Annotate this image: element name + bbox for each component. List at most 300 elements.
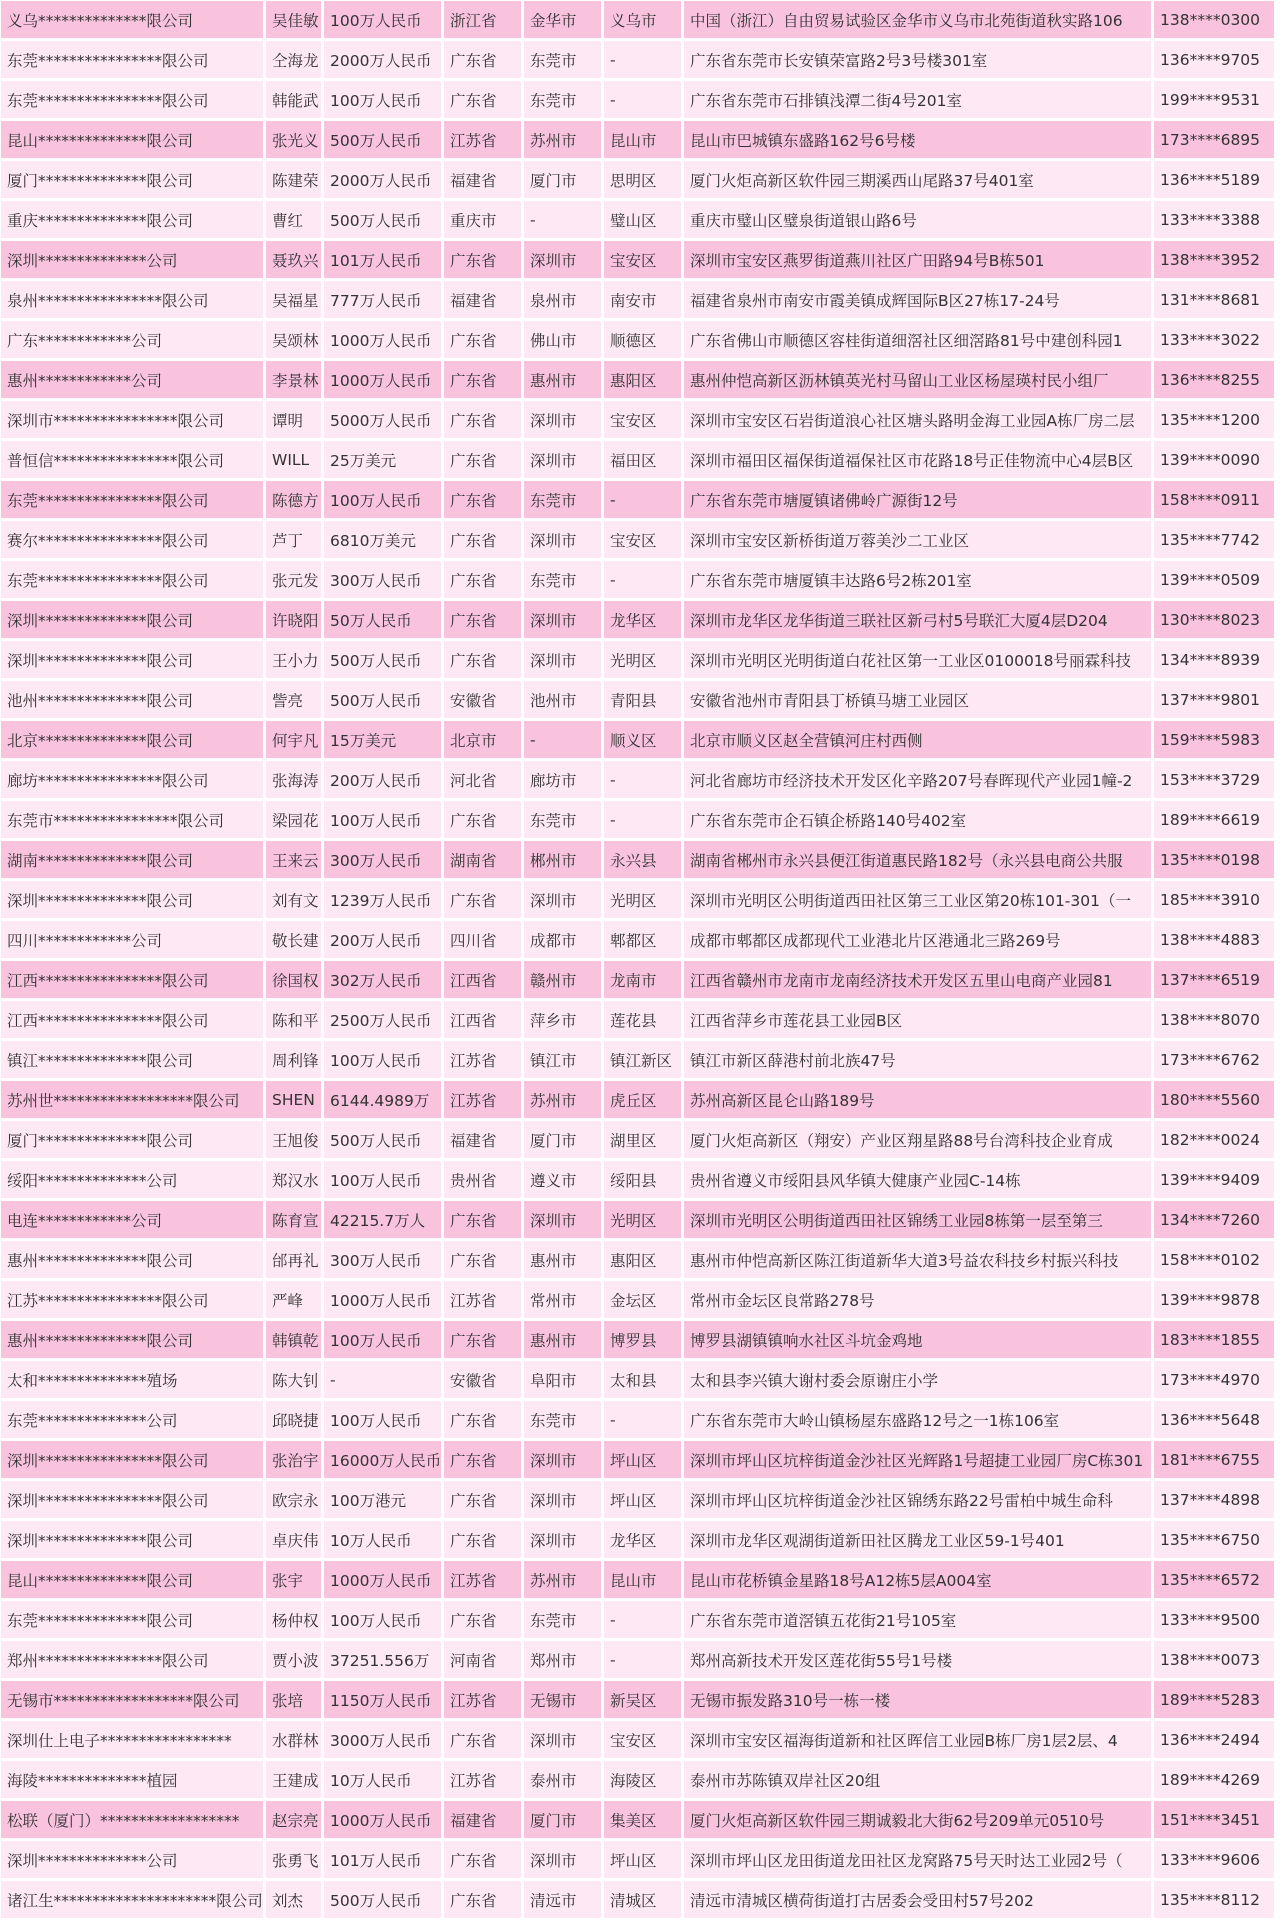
province-cell: 广东省 bbox=[443, 240, 523, 280]
province-cell: 广东省 bbox=[443, 1440, 523, 1480]
phone-cell: 137****6519 bbox=[1153, 960, 1276, 1000]
company-name-cell: 惠州**************限公司 bbox=[0, 1320, 265, 1360]
registered-capital-cell: 500万人民币 bbox=[323, 1120, 443, 1160]
phone-cell: 138****3952 bbox=[1153, 240, 1276, 280]
province-cell: 广东省 bbox=[443, 800, 523, 840]
registered-capital-cell: 777万人民币 bbox=[323, 280, 443, 320]
phone-cell: 130****8023 bbox=[1153, 600, 1276, 640]
city-cell: 佛山市 bbox=[523, 320, 603, 360]
phone-cell: 133****3388 bbox=[1153, 200, 1276, 240]
registered-capital-cell: 1000万人民币 bbox=[323, 1280, 443, 1320]
district-cell: 永兴县 bbox=[603, 840, 683, 880]
province-cell: 贵州省 bbox=[443, 1160, 523, 1200]
address-cell: 广东省东莞市企石镇企桥路140号402室 bbox=[683, 800, 1153, 840]
address-cell: 苏州高新区昆仑山路189号 bbox=[683, 1080, 1153, 1120]
address-cell: 贵州省遵义市绥阳县风华镇大健康产业园C-14栋 bbox=[683, 1160, 1153, 1200]
phone-cell: 134****8939 bbox=[1153, 640, 1276, 680]
province-cell: 江苏省 bbox=[443, 1040, 523, 1080]
table-row bbox=[0, 1760, 1276, 1800]
company-name-cell: 苏州世******************限公司 bbox=[0, 1080, 265, 1120]
legal-rep-cell: 何宇凡 bbox=[265, 720, 323, 760]
phone-cell: 136****8255 bbox=[1153, 360, 1276, 400]
address-cell: 深圳市福田区福保街道福保社区市花路18号正佳物流中心4层B区 bbox=[683, 440, 1153, 480]
address-cell: 镇江市新区薛港村前北族47号 bbox=[683, 1040, 1153, 1080]
province-cell: 北京市 bbox=[443, 720, 523, 760]
province-cell: 广东省 bbox=[443, 320, 523, 360]
company-name-cell: 深圳市****************限公司 bbox=[0, 400, 265, 440]
phone-cell: 135****0198 bbox=[1153, 840, 1276, 880]
company-name-cell: 海陵**************植园 bbox=[0, 1760, 265, 1800]
address-cell: 广东省佛山市顺德区容桂街道细滘社区细滘路81号中建创科园1 bbox=[683, 320, 1153, 360]
district-cell: 坪山区 bbox=[603, 1840, 683, 1880]
legal-rep-cell: 张宇 bbox=[265, 1560, 323, 1600]
province-cell: 广东省 bbox=[443, 560, 523, 600]
legal-rep-cell: 曹红 bbox=[265, 200, 323, 240]
district-cell: 光明区 bbox=[603, 640, 683, 680]
address-cell: 惠州仲恺高新区沥林镇英光村马留山工业区杨屋瑛村民小组厂 bbox=[683, 360, 1153, 400]
phone-cell: 199****9531 bbox=[1153, 80, 1276, 120]
legal-rep-cell: 仝海龙 bbox=[265, 40, 323, 80]
city-cell: - bbox=[523, 720, 603, 760]
phone-cell: 136****2494 bbox=[1153, 1720, 1276, 1760]
table-row bbox=[0, 1240, 1276, 1280]
company-name-cell: 昆山**************限公司 bbox=[0, 120, 265, 160]
legal-rep-cell: 吴佳敏 bbox=[265, 0, 323, 40]
legal-rep-cell: 张治宇 bbox=[265, 1440, 323, 1480]
company-name-cell: 湖南**************限公司 bbox=[0, 840, 265, 880]
table-row bbox=[0, 200, 1276, 240]
table-row bbox=[0, 600, 1276, 640]
table-row bbox=[0, 1520, 1276, 1560]
province-cell: 广东省 bbox=[443, 440, 523, 480]
address-cell: 深圳市宝安区石岩街道浪心社区塘头路明金海工业园A栋厂房二层 bbox=[683, 400, 1153, 440]
registered-capital-cell: 15万美元 bbox=[323, 720, 443, 760]
registered-capital-cell: 1000万人民币 bbox=[323, 360, 443, 400]
table-row bbox=[0, 1040, 1276, 1080]
company-name-cell: 深圳仕上电子***************** bbox=[0, 1720, 265, 1760]
company-name-cell: 东莞****************限公司 bbox=[0, 40, 265, 80]
district-cell: 昆山市 bbox=[603, 120, 683, 160]
address-cell: 成都市郫都区成都现代工业港北片区港通北三路269号 bbox=[683, 920, 1153, 960]
legal-rep-cell: 李景林 bbox=[265, 360, 323, 400]
province-cell: 江苏省 bbox=[443, 1080, 523, 1120]
phone-cell: 189****6619 bbox=[1153, 800, 1276, 840]
city-cell: 东莞市 bbox=[523, 480, 603, 520]
address-cell: 厦门火炬高新区软件园三期溪西山尾路37号401室 bbox=[683, 160, 1153, 200]
province-cell: 广东省 bbox=[443, 80, 523, 120]
legal-rep-cell: 刘有文 bbox=[265, 880, 323, 920]
table-row bbox=[0, 1560, 1276, 1600]
legal-rep-cell: 张勇飞 bbox=[265, 1840, 323, 1880]
legal-rep-cell: 刘杰 bbox=[265, 1880, 323, 1920]
phone-cell: 136****9705 bbox=[1153, 40, 1276, 80]
registered-capital-cell: 1000万人民币 bbox=[323, 1560, 443, 1600]
phone-cell: 135****1200 bbox=[1153, 400, 1276, 440]
city-cell: 深圳市 bbox=[523, 600, 603, 640]
district-cell: 顺义区 bbox=[603, 720, 683, 760]
legal-rep-cell: 许晓阳 bbox=[265, 600, 323, 640]
city-cell: 厦门市 bbox=[523, 1800, 603, 1840]
registered-capital-cell: 500万人民币 bbox=[323, 680, 443, 720]
registered-capital-cell: 1239万人民币 bbox=[323, 880, 443, 920]
address-cell: 广东省东莞市大岭山镇杨屋东盛路12号之一1栋106室 bbox=[683, 1400, 1153, 1440]
address-cell: 郑州高新技术开发区莲花街55号1号楼 bbox=[683, 1640, 1153, 1680]
registered-capital-cell: 42215.7万人 bbox=[323, 1200, 443, 1240]
city-cell: 深圳市 bbox=[523, 240, 603, 280]
address-cell: 太和县李兴镇大谢村委会原谢庄小学 bbox=[683, 1360, 1153, 1400]
registered-capital-cell: 100万人民币 bbox=[323, 1040, 443, 1080]
legal-rep-cell: WILL bbox=[265, 440, 323, 480]
registered-capital-cell: 101万人民币 bbox=[323, 1840, 443, 1880]
district-cell: 湖里区 bbox=[603, 1120, 683, 1160]
registered-capital-cell: 200万人民币 bbox=[323, 760, 443, 800]
legal-rep-cell: 陈和平 bbox=[265, 1000, 323, 1040]
address-cell: 广东省东莞市道滘镇五花街21号105室 bbox=[683, 1600, 1153, 1640]
table-row bbox=[0, 760, 1276, 800]
city-cell: 池州市 bbox=[523, 680, 603, 720]
phone-cell: 137****9801 bbox=[1153, 680, 1276, 720]
phone-cell: 139****9878 bbox=[1153, 1280, 1276, 1320]
city-cell: 东莞市 bbox=[523, 80, 603, 120]
province-cell: 广东省 bbox=[443, 520, 523, 560]
district-cell: 南安市 bbox=[603, 280, 683, 320]
table-row bbox=[0, 880, 1276, 920]
table-row bbox=[0, 1840, 1276, 1880]
address-cell: 泰州市苏陈镇双岸社区20组 bbox=[683, 1760, 1153, 1800]
legal-rep-cell: 陈建荣 bbox=[265, 160, 323, 200]
legal-rep-cell: 吴颂林 bbox=[265, 320, 323, 360]
legal-rep-cell: 水群林 bbox=[265, 1720, 323, 1760]
district-cell: 光明区 bbox=[603, 880, 683, 920]
district-cell: - bbox=[603, 480, 683, 520]
registered-capital-cell: 25万美元 bbox=[323, 440, 443, 480]
address-cell: 广东省东莞市塘厦镇诸佛岭广源街12号 bbox=[683, 480, 1153, 520]
registered-capital-cell: 100万人民币 bbox=[323, 1160, 443, 1200]
province-cell: 浙江省 bbox=[443, 0, 523, 40]
legal-rep-cell: 赵宗亮 bbox=[265, 1800, 323, 1840]
registered-capital-cell: 500万人民币 bbox=[323, 200, 443, 240]
province-cell: 广东省 bbox=[443, 400, 523, 440]
legal-rep-cell: 陈德方 bbox=[265, 480, 323, 520]
legal-rep-cell: 梁园花 bbox=[265, 800, 323, 840]
table-row bbox=[0, 1400, 1276, 1440]
district-cell: - bbox=[603, 1400, 683, 1440]
company-name-cell: 郑州****************限公司 bbox=[0, 1640, 265, 1680]
city-cell: 厦门市 bbox=[523, 1120, 603, 1160]
district-cell: 坪山区 bbox=[603, 1440, 683, 1480]
table-row bbox=[0, 1120, 1276, 1160]
district-cell: 青阳县 bbox=[603, 680, 683, 720]
company-name-cell: 普恒信****************限公司 bbox=[0, 440, 265, 480]
province-cell: 江苏省 bbox=[443, 1560, 523, 1600]
phone-cell: 180****5560 bbox=[1153, 1080, 1276, 1120]
phone-cell: 158****0911 bbox=[1153, 480, 1276, 520]
legal-rep-cell: 张培 bbox=[265, 1680, 323, 1720]
city-cell: - bbox=[523, 200, 603, 240]
district-cell: - bbox=[603, 800, 683, 840]
district-cell: 太和县 bbox=[603, 1360, 683, 1400]
province-cell: 河北省 bbox=[443, 760, 523, 800]
legal-rep-cell: 吴福星 bbox=[265, 280, 323, 320]
company-name-cell: 东莞**************公司 bbox=[0, 1400, 265, 1440]
district-cell: 义乌市 bbox=[603, 0, 683, 40]
district-cell: 宝安区 bbox=[603, 240, 683, 280]
district-cell: 福田区 bbox=[603, 440, 683, 480]
table-row bbox=[0, 840, 1276, 880]
phone-cell: 158****0102 bbox=[1153, 1240, 1276, 1280]
company-name-cell: 池州**************限公司 bbox=[0, 680, 265, 720]
table-row bbox=[0, 1200, 1276, 1240]
phone-cell: 138****4883 bbox=[1153, 920, 1276, 960]
company-name-cell: 深圳**************限公司 bbox=[0, 640, 265, 680]
phone-cell: 133****9500 bbox=[1153, 1600, 1276, 1640]
registered-capital-cell: 100万人民币 bbox=[323, 480, 443, 520]
district-cell: 宝安区 bbox=[603, 400, 683, 440]
city-cell: 深圳市 bbox=[523, 440, 603, 480]
address-cell: 重庆市璧山区璧泉街道银山路6号 bbox=[683, 200, 1153, 240]
city-cell: 东莞市 bbox=[523, 40, 603, 80]
province-cell: 湖南省 bbox=[443, 840, 523, 880]
province-cell: 广东省 bbox=[443, 480, 523, 520]
province-cell: 广东省 bbox=[443, 1320, 523, 1360]
phone-cell: 135****6750 bbox=[1153, 1520, 1276, 1560]
address-cell: 惠州市仲恺高新区陈江街道新华大道3号益农科技乡村振兴科技 bbox=[683, 1240, 1153, 1280]
address-cell: 湖南省郴州市永兴县便江街道惠民路182号（永兴县电商公共服 bbox=[683, 840, 1153, 880]
district-cell: 顺德区 bbox=[603, 320, 683, 360]
address-cell: 深圳市光明区公明街道西田社区第三工业区第20栋101-301（一 bbox=[683, 880, 1153, 920]
company-name-cell: 电连************公司 bbox=[0, 1200, 265, 1240]
phone-cell: 135****6572 bbox=[1153, 1560, 1276, 1600]
district-cell: 博罗县 bbox=[603, 1320, 683, 1360]
district-cell: 金坛区 bbox=[603, 1280, 683, 1320]
city-cell: 廊坊市 bbox=[523, 760, 603, 800]
legal-rep-cell: 张光义 bbox=[265, 120, 323, 160]
city-cell: 镇江市 bbox=[523, 1040, 603, 1080]
province-cell: 江苏省 bbox=[443, 1760, 523, 1800]
district-cell: 龙华区 bbox=[603, 600, 683, 640]
province-cell: 广东省 bbox=[443, 1240, 523, 1280]
registered-capital-cell: 100万人民币 bbox=[323, 800, 443, 840]
company-name-cell: 深圳****************限公司 bbox=[0, 1480, 265, 1520]
city-cell: 深圳市 bbox=[523, 1200, 603, 1240]
address-cell: 深圳市坪山区龙田街道龙田社区龙窝路75号天时达工业园2号（ bbox=[683, 1840, 1153, 1880]
legal-rep-cell: 韩镇乾 bbox=[265, 1320, 323, 1360]
city-cell: 深圳市 bbox=[523, 1520, 603, 1560]
company-name-cell: 昆山**************限公司 bbox=[0, 1560, 265, 1600]
address-cell: 江西省萍乡市莲花县工业园B区 bbox=[683, 1000, 1153, 1040]
company-name-cell: 北京**************限公司 bbox=[0, 720, 265, 760]
district-cell: 龙华区 bbox=[603, 1520, 683, 1560]
city-cell: 成都市 bbox=[523, 920, 603, 960]
address-cell: 福建省泉州市南安市霞美镇成辉国际B区27栋17-24号 bbox=[683, 280, 1153, 320]
company-name-cell: 赛尔****************限公司 bbox=[0, 520, 265, 560]
legal-rep-cell: 严峰 bbox=[265, 1280, 323, 1320]
phone-cell: 173****4970 bbox=[1153, 1360, 1276, 1400]
table-row bbox=[0, 1280, 1276, 1320]
address-cell: 深圳市光明区光明街道白花社区第一工业区0100018号丽霖科技 bbox=[683, 640, 1153, 680]
city-cell: 清远市 bbox=[523, 1880, 603, 1920]
province-cell: 河南省 bbox=[443, 1640, 523, 1680]
district-cell: 清城区 bbox=[603, 1880, 683, 1920]
province-cell: 安徽省 bbox=[443, 680, 523, 720]
city-cell: 深圳市 bbox=[523, 400, 603, 440]
address-cell: 河北省廊坊市经济技术开发区化辛路207号春晖现代产业园1幢-2 bbox=[683, 760, 1153, 800]
registered-capital-cell: 5000万人民币 bbox=[323, 400, 443, 440]
city-cell: 泰州市 bbox=[523, 1760, 603, 1800]
district-cell: - bbox=[603, 760, 683, 800]
address-cell: 深圳市坪山区坑梓街道金沙社区锦绣东路22号雷柏中城生命科 bbox=[683, 1480, 1153, 1520]
registered-capital-cell: 100万人民币 bbox=[323, 1400, 443, 1440]
registered-capital-cell: 302万人民币 bbox=[323, 960, 443, 1000]
registered-capital-cell: 200万人民币 bbox=[323, 920, 443, 960]
table-row bbox=[0, 320, 1276, 360]
city-cell: 深圳市 bbox=[523, 1440, 603, 1480]
address-cell: 广东省东莞市塘厦镇丰达路6号2栋201室 bbox=[683, 560, 1153, 600]
province-cell: 江苏省 bbox=[443, 1680, 523, 1720]
table-row bbox=[0, 0, 1276, 40]
table-row bbox=[0, 800, 1276, 840]
table-row bbox=[0, 480, 1276, 520]
city-cell: 厦门市 bbox=[523, 160, 603, 200]
city-cell: 赣州市 bbox=[523, 960, 603, 1000]
legal-rep-cell: 邱晓捷 bbox=[265, 1400, 323, 1440]
registered-capital-cell: - bbox=[323, 1360, 443, 1400]
company-name-cell: 东莞****************限公司 bbox=[0, 560, 265, 600]
address-cell: 广东省东莞市长安镇荣富路2号3号楼301室 bbox=[683, 40, 1153, 80]
legal-rep-cell: 谭明 bbox=[265, 400, 323, 440]
province-cell: 安徽省 bbox=[443, 1360, 523, 1400]
company-name-cell: 江苏****************限公司 bbox=[0, 1280, 265, 1320]
district-cell: 昆山市 bbox=[603, 1560, 683, 1600]
phone-cell: 189****5283 bbox=[1153, 1680, 1276, 1720]
city-cell: 深圳市 bbox=[523, 880, 603, 920]
city-cell: 常州市 bbox=[523, 1280, 603, 1320]
table-row bbox=[0, 680, 1276, 720]
registered-capital-cell: 300万人民币 bbox=[323, 1240, 443, 1280]
phone-cell: 182****0024 bbox=[1153, 1120, 1276, 1160]
legal-rep-cell: 聂玖兴 bbox=[265, 240, 323, 280]
address-cell: 厦门火炬高新区（翔安）产业区翔星路88号台湾科技企业育成 bbox=[683, 1120, 1153, 1160]
phone-cell: 138****0073 bbox=[1153, 1640, 1276, 1680]
legal-rep-cell: 邰再礼 bbox=[265, 1240, 323, 1280]
province-cell: 重庆市 bbox=[443, 200, 523, 240]
company-name-cell: 诸江生*********************限公司 bbox=[0, 1880, 265, 1920]
address-cell: 深圳市宝安区福海街道新和社区晖信工业园B栋厂房1层2层、4 bbox=[683, 1720, 1153, 1760]
registered-capital-cell: 100万人民币 bbox=[323, 1600, 443, 1640]
table-row bbox=[0, 1720, 1276, 1760]
city-cell: 东莞市 bbox=[523, 800, 603, 840]
company-name-cell: 东莞****************限公司 bbox=[0, 480, 265, 520]
city-cell: 深圳市 bbox=[523, 1720, 603, 1760]
address-cell: 无锡市振发路310号一栋一楼 bbox=[683, 1680, 1153, 1720]
legal-rep-cell: 訾亮 bbox=[265, 680, 323, 720]
registered-capital-cell: 500万人民币 bbox=[323, 640, 443, 680]
company-name-cell: 廊坊****************限公司 bbox=[0, 760, 265, 800]
company-name-cell: 东莞**************限公司 bbox=[0, 1600, 265, 1640]
province-cell: 广东省 bbox=[443, 1880, 523, 1920]
phone-cell: 183****1855 bbox=[1153, 1320, 1276, 1360]
phone-cell: 185****3910 bbox=[1153, 880, 1276, 920]
table-row bbox=[0, 1440, 1276, 1480]
district-cell: 新吴区 bbox=[603, 1680, 683, 1720]
registered-capital-cell: 10万人民币 bbox=[323, 1760, 443, 1800]
phone-cell: 135****8112 bbox=[1153, 1880, 1276, 1920]
registered-capital-cell: 300万人民币 bbox=[323, 840, 443, 880]
address-cell: 深圳市龙华区龙华街道三联社区新弓村5号联汇大厦4层D204 bbox=[683, 600, 1153, 640]
district-cell: 宝安区 bbox=[603, 520, 683, 560]
table-row bbox=[0, 280, 1276, 320]
address-cell: 深圳市宝安区燕罗街道燕川社区广田路94号B栋501 bbox=[683, 240, 1153, 280]
district-cell: 光明区 bbox=[603, 1200, 683, 1240]
registered-capital-cell: 50万人民币 bbox=[323, 600, 443, 640]
table-row bbox=[0, 80, 1276, 120]
company-name-cell: 深圳**************限公司 bbox=[0, 600, 265, 640]
legal-rep-cell: 王来云 bbox=[265, 840, 323, 880]
legal-rep-cell: 郑汉水 bbox=[265, 1160, 323, 1200]
address-cell: 深圳市宝安区新桥街道万蓉美沙二工业区 bbox=[683, 520, 1153, 560]
table-row bbox=[0, 1080, 1276, 1120]
city-cell: 郑州市 bbox=[523, 1640, 603, 1680]
company-name-cell: 惠州**************限公司 bbox=[0, 1240, 265, 1280]
province-cell: 广东省 bbox=[443, 1840, 523, 1880]
table-row bbox=[0, 1160, 1276, 1200]
phone-cell: 173****6895 bbox=[1153, 120, 1276, 160]
city-cell: 遵义市 bbox=[523, 1160, 603, 1200]
legal-rep-cell: SHEN bbox=[265, 1080, 323, 1120]
city-cell: 苏州市 bbox=[523, 1560, 603, 1600]
city-cell: 泉州市 bbox=[523, 280, 603, 320]
address-cell: 昆山市巴城镇东盛路162号6号楼 bbox=[683, 120, 1153, 160]
phone-cell: 136****5648 bbox=[1153, 1400, 1276, 1440]
registered-capital-cell: 1150万人民币 bbox=[323, 1680, 443, 1720]
table-row bbox=[0, 920, 1276, 960]
province-cell: 江西省 bbox=[443, 960, 523, 1000]
table-row bbox=[0, 400, 1276, 440]
address-cell: 江西省赣州市龙南市龙南经济技术开发区五里山电商产业园81 bbox=[683, 960, 1153, 1000]
registered-capital-cell: 100万人民币 bbox=[323, 80, 443, 120]
company-name-cell: 东莞市****************限公司 bbox=[0, 800, 265, 840]
table-row bbox=[0, 640, 1276, 680]
registered-capital-cell: 500万人民币 bbox=[323, 1880, 443, 1920]
city-cell: 无锡市 bbox=[523, 1680, 603, 1720]
city-cell: 金华市 bbox=[523, 0, 603, 40]
registered-capital-cell: 2000万人民币 bbox=[323, 160, 443, 200]
address-cell: 清远市清城区横荷街道打古居委会受田村57号202 bbox=[683, 1880, 1153, 1920]
company-name-cell: 镇江**************限公司 bbox=[0, 1040, 265, 1080]
company-name-cell: 深圳**************限公司 bbox=[0, 1520, 265, 1560]
province-cell: 广东省 bbox=[443, 1600, 523, 1640]
company-name-cell: 厦门**************限公司 bbox=[0, 160, 265, 200]
address-cell: 厦门火炬高新区软件园三期诚毅北大街62号209单元0510号 bbox=[683, 1800, 1153, 1840]
province-cell: 广东省 bbox=[443, 1480, 523, 1520]
legal-rep-cell: 杨仲权 bbox=[265, 1600, 323, 1640]
company-name-cell: 深圳**************限公司 bbox=[0, 880, 265, 920]
province-cell: 广东省 bbox=[443, 880, 523, 920]
city-cell: 东莞市 bbox=[523, 560, 603, 600]
phone-cell: 133****9606 bbox=[1153, 1840, 1276, 1880]
registered-capital-cell: 101万人民币 bbox=[323, 240, 443, 280]
city-cell: 惠州市 bbox=[523, 1240, 603, 1280]
registered-capital-cell: 500万人民币 bbox=[323, 120, 443, 160]
table-row bbox=[0, 1480, 1276, 1520]
address-cell: 博罗县湖镇镇响水社区斗坑金鸡地 bbox=[683, 1320, 1153, 1360]
legal-rep-cell: 王小力 bbox=[265, 640, 323, 680]
district-cell: - bbox=[603, 1600, 683, 1640]
registered-capital-cell: 100万人民币 bbox=[323, 0, 443, 40]
district-cell: - bbox=[603, 40, 683, 80]
address-cell: 北京市顺义区赵全营镇河庄村西侧 bbox=[683, 720, 1153, 760]
company-name-cell: 四川************公司 bbox=[0, 920, 265, 960]
